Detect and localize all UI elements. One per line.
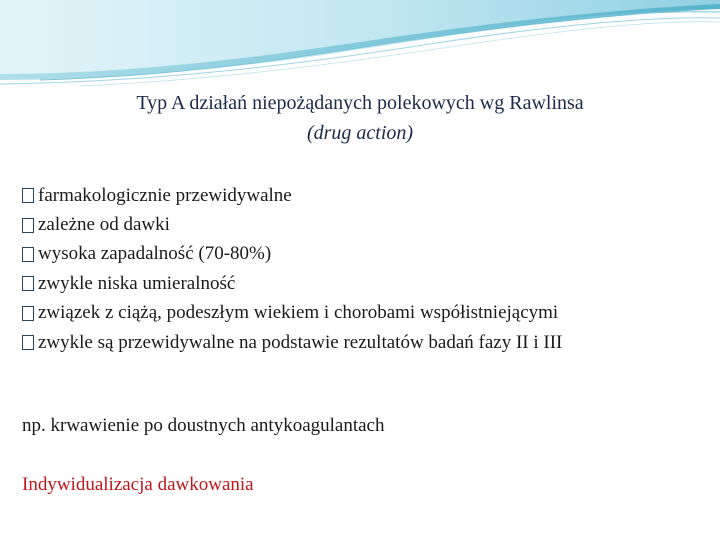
square-bullet-icon xyxy=(22,218,34,233)
highlight-text: Indywidualizacja dawkowania xyxy=(22,474,254,495)
list-item xyxy=(22,181,562,210)
example-text: np. krwawienie po doustnych antykoagulantach xyxy=(22,415,385,436)
bullet-text: zwykle są przewidywalne na podstawie rezultatów badań fazy II i III xyxy=(38,331,563,353)
bullet-text: związek z ciążą, podeszłym wiekiem i chorobami współistniejącymi xyxy=(38,302,559,324)
list-item xyxy=(22,328,562,357)
list-item xyxy=(22,240,562,269)
square-bullet-icon xyxy=(22,247,34,262)
bullet-text: farmakologicznie przewidywalne xyxy=(38,184,292,206)
slide-title xyxy=(40,88,680,148)
bullet-text: zależne od dawki xyxy=(38,214,170,236)
square-bullet-icon xyxy=(22,335,34,350)
decorative-wave-header xyxy=(0,0,720,90)
list-item xyxy=(22,269,562,298)
square-bullet-icon xyxy=(22,276,34,291)
title-line-2: (drug action) xyxy=(306,122,414,144)
list-item xyxy=(22,299,562,328)
list-item xyxy=(22,210,562,239)
square-bullet-icon xyxy=(22,306,34,321)
bullet-list xyxy=(22,181,562,357)
title-line-1: Typ A działań niepożądanych polekowych wg Rawlinsa xyxy=(136,92,584,114)
square-bullet-icon xyxy=(22,188,34,203)
bullet-text: zwykle niska umieralność xyxy=(38,272,236,294)
bullet-text: wysoka zapadalność (70-80%) xyxy=(38,243,272,265)
